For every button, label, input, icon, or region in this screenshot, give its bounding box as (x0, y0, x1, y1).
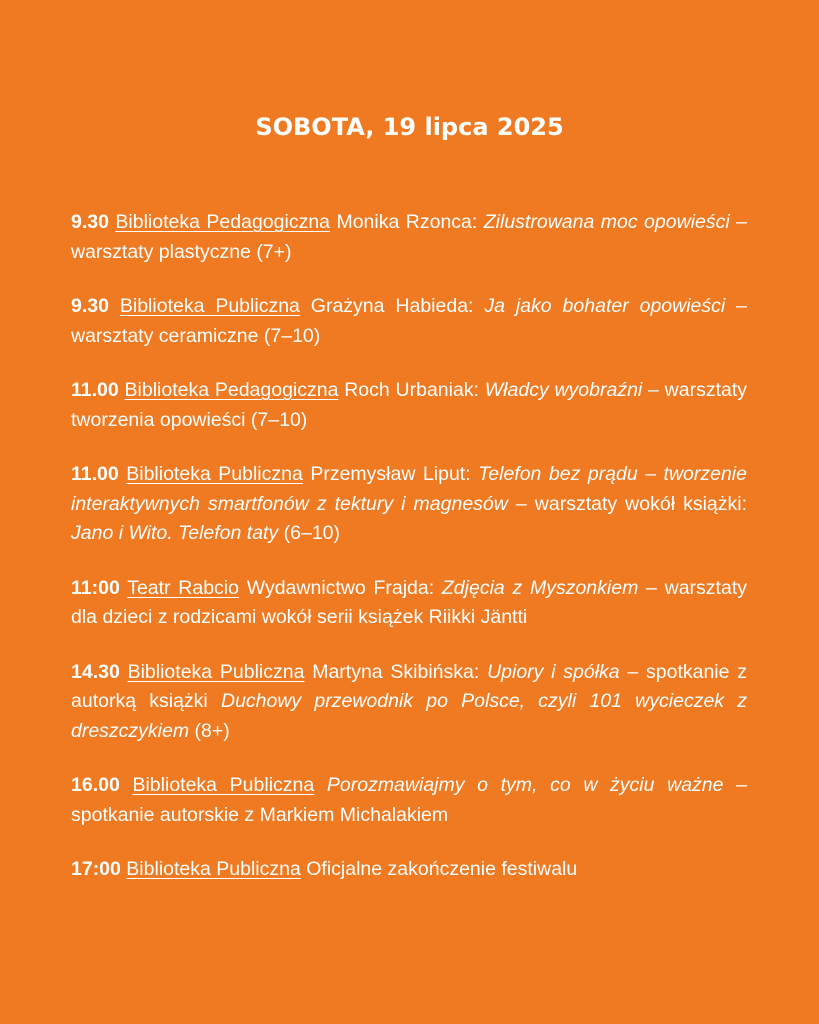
event-item (71, 771, 747, 830)
event-title-italic: Władcy wyobraźni (484, 379, 643, 401)
event-text: (6–10) (278, 522, 341, 544)
event-text: Martyna Skibińska: (304, 660, 488, 683)
event-venue-link[interactable]: Biblioteka Publiczna (126, 463, 303, 485)
event-text: – warsztaty tworzenia opowieści (7–10) (71, 379, 748, 431)
event-description (301, 858, 577, 880)
event-text: Oficjalne zakończenie festiwalu (300, 858, 578, 880)
event-item (71, 376, 747, 435)
event-text: Roch Urbaniak: (338, 379, 485, 401)
event-list (71, 208, 747, 910)
event-title-italic: Zdjęcia z Myszonkiem (441, 576, 639, 599)
event-venue-link[interactable]: Teatr Rabcio (127, 576, 239, 599)
event-venue-link[interactable]: Biblioteka Pedagogiczna (115, 211, 331, 233)
event-text: Wydawnictwo Frajda: (238, 576, 442, 599)
event-title-italic: Ja jako bohater opowieści (484, 295, 726, 317)
event-time: 9.30 (71, 211, 109, 233)
event-text: – warsztaty plastyczne (7+) (71, 211, 747, 263)
event-text: Przemysław Liput: (302, 463, 479, 485)
event-text: (8+) (189, 719, 230, 742)
event-venue-link[interactable]: Biblioteka Pedagogiczna (124, 379, 339, 401)
event-item (71, 574, 747, 633)
event-item (71, 460, 747, 549)
event-title-italic: Duchowy przewodnik po Polsce, czyli 101 wycieczek z dreszczykiem (71, 690, 747, 742)
event-text: – spotkanie z autorką książki (71, 660, 747, 712)
event-item (71, 292, 747, 351)
event-text: – warsztaty dla dzieci z rodzicami wokół serii książek Riikki Jäntti (71, 576, 747, 628)
event-text: – spotkanie autorskie z Markiem Michalakiem (71, 774, 748, 826)
event-time: 11:00 (71, 576, 120, 599)
event-text: Monika Rzonca: (330, 211, 484, 233)
event-title-italic: Telefon bez prądu – tworzenie interaktywnych smartfonów z tektury i magnesów – (71, 463, 747, 515)
event-time: 17:00 (71, 858, 121, 880)
event-title-italic: Zilustrowana moc opowieści (483, 211, 730, 233)
event-text: – warsztaty ceramiczne (7–10) (71, 295, 747, 347)
event-item (71, 658, 747, 747)
event-title-italic: Jano i Wito. Telefon taty (71, 522, 279, 544)
event-item (71, 208, 747, 267)
event-time: 9.30 (71, 295, 109, 317)
event-time: 11.00 (71, 379, 119, 401)
event-time: 11.00 (71, 463, 119, 485)
event-venue-link[interactable]: Biblioteka Publiczna (119, 295, 300, 317)
event-time: 14.30 (71, 660, 120, 683)
event-venue-link[interactable]: Biblioteka Publiczna (127, 660, 305, 683)
event-title-italic: Upiory i spółka (487, 660, 620, 683)
page-title: SOBOTA, 19 lipca 2025 (255, 113, 564, 141)
event-item (71, 855, 747, 885)
event-text: Grażyna Habieda: (299, 295, 485, 317)
event-title-italic: Porozmawiajmy o tym, co w życiu ważne (326, 774, 724, 796)
event-time: 16.00 (71, 774, 120, 796)
event-venue-link[interactable]: Biblioteka Publiczna (126, 858, 301, 880)
event-text: warsztaty wokół książki: (526, 492, 748, 515)
event-venue-link[interactable]: Biblioteka Publiczna (132, 774, 315, 796)
event-text (314, 774, 327, 796)
